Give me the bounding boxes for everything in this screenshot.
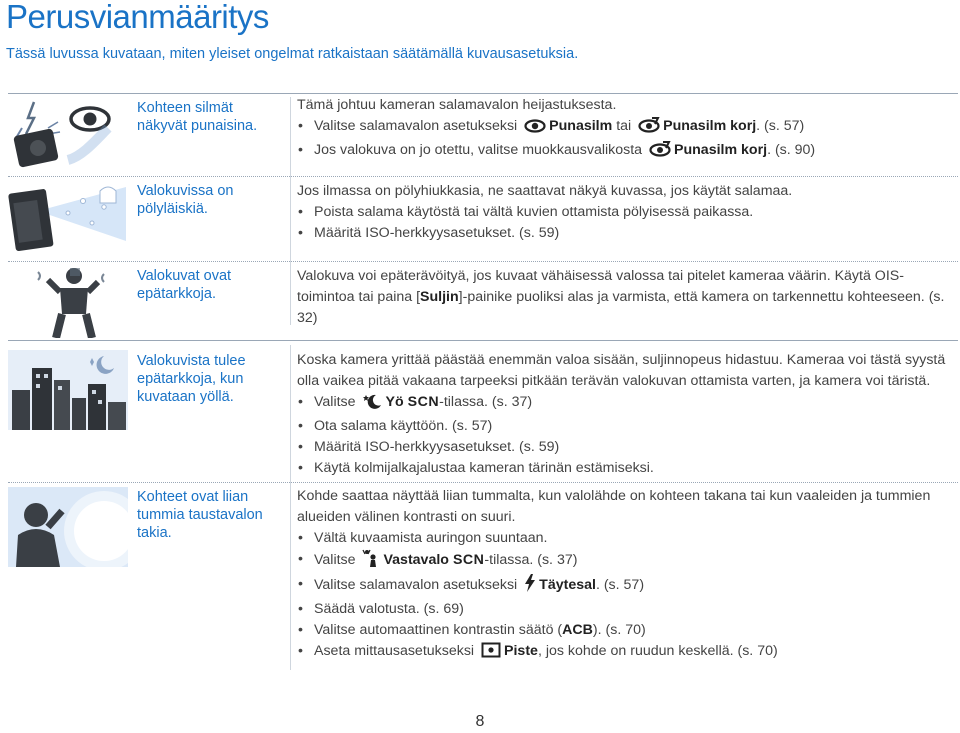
list-item: • Poista salama käytöstä tai vältä kuvien ottamista pölyisessä paikassa. (297, 202, 952, 223)
solution-red-eye (297, 95, 952, 164)
list-item: • Valitse salamavalon asetukseksi Täytesal. (s. 57) (297, 574, 952, 599)
page-title: Perusvianmääritys (6, 0, 269, 35)
issue-label-red-eye: Kohteen silmät näkyvät punaisina. (137, 100, 258, 134)
list-item: • Aseta mittausasetukseksi Piste, jos kohde on ruudun keskellä. (s. 70) (297, 641, 952, 665)
issue-label-backlight: Kohteet ovat liian tummia taustavalon takia. (137, 489, 263, 541)
solution-intro: Tämä johtuu kameran salamavalon heijastuksesta. (297, 97, 617, 113)
spot-metering-icon (481, 642, 501, 665)
list-item: • Valitse automaattinen kontrastin säätö (ACB). (s. 70) (297, 620, 952, 641)
list-item: • Ota salama käyttöön. (s. 57) (297, 416, 952, 437)
list-item: • Jos valokuva on jo otettu, valitse muokkausvalikosta Punasilm korj. (s. 90) (297, 140, 952, 164)
issue-label-blur: Valokuvat ovat epätarkkoja. (137, 268, 232, 302)
red-eye-fix-icon (638, 117, 660, 140)
solution-blur (297, 266, 952, 329)
page-number: 8 (475, 713, 485, 730)
top-rule (8, 93, 958, 94)
night-city-illustration (8, 350, 128, 430)
solution-intro: Koska kamera yrittää päästää enemmän valoa sisään, suljinnopeus hidastuu. Kameraa voi tästä syystä olla vaikea pitää vakaana tarpeeksi pitkään terävän valokuvan ottamista varten, ja kamera voi täristä. (297, 352, 946, 389)
scn-mode-badge: SCN (407, 394, 440, 410)
section-rule (8, 340, 958, 341)
row-divider (8, 261, 958, 262)
red-eye-icon (524, 119, 546, 140)
page-subtitle: Tässä luvussa kuvataan, miten yleiset ongelmat ratkaistaan säätämällä kuvausasetuksia. (6, 46, 579, 62)
issue-label-dust: Valokuvissa on pölyläiskiä. (137, 183, 234, 217)
dust-illustration (8, 181, 128, 257)
backlight-mode-icon (362, 549, 380, 574)
red-eye-illustration (8, 98, 128, 174)
column-divider (290, 97, 291, 325)
list-item: • Määritä ISO-herkkyysasetukset. (s. 59) (297, 223, 952, 244)
list-item: • Määritä ISO-herkkyysasetukset. (s. 59) (297, 437, 952, 458)
issue-label-night: Valokuvista tulee epätarkkoja, kun kuvataan yöllä. (137, 353, 246, 405)
shaky-person-illustration (8, 266, 128, 338)
solution-dust (297, 181, 952, 244)
night-mode-icon (362, 393, 382, 416)
list-item: • Säädä valotusta. (s. 69) (297, 599, 952, 620)
column-divider (290, 345, 291, 670)
shutter-key: Suljin (420, 289, 459, 305)
list-item: • Vältä kuvaamista auringon suuntaan. (297, 528, 952, 549)
list-item: • Valitse Vastavalo SCN-tilassa. (s. 37) (297, 549, 952, 574)
row-divider (8, 176, 958, 177)
solution-intro: Jos ilmassa on pölyhiukkasia, ne saattavat näkyä kuvassa, jos käytät salamaa. (297, 183, 793, 199)
list-item: • Käytä kolmijalkajalustaa kameran tärinän estämiseksi. (297, 458, 952, 479)
scn-mode-badge: SCN (452, 552, 485, 568)
row-divider (8, 482, 958, 483)
acb-key: ACB (562, 622, 593, 638)
solution-night (297, 350, 952, 479)
list-item: • Valitse salamavalon asetukseksi Punasilm tai Punasilm korj. (s. 57) (297, 116, 952, 140)
red-eye-fix-icon (649, 141, 671, 164)
backlight-illustration (8, 487, 128, 567)
solution-text: Valokuva voi epäterävöityä, jos kuvaat vähäisessä valossa tai pitelet kameraa väärin. Käytä OIS-toimintoa tai paina [Suljin]-painike puoliksi alas ja varmista, että kamera on tarkennettu kohteeseen. (s. 32) (297, 268, 945, 326)
solution-intro: Kohde saattaa näyttää liian tummalta, kun valolähde on kohteen takana tai kun vaaleiden ja tummien alueiden välinen kontrasti on suuri. (297, 488, 931, 525)
flash-bolt-icon (524, 574, 536, 599)
list-item: • Valitse Yö SCN-tilassa. (s. 37) (297, 392, 952, 416)
solution-backlight (297, 486, 952, 665)
